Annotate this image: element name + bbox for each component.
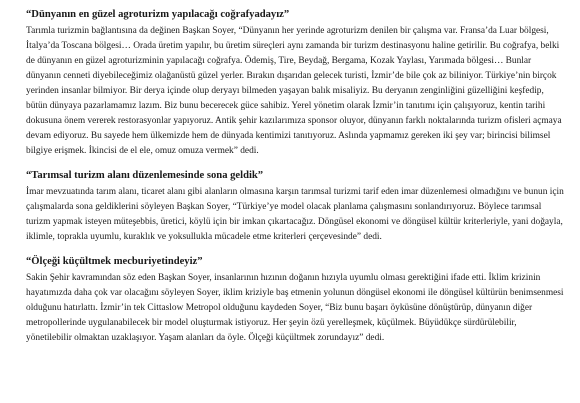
section-heading: “Tarımsal turizm alanı düzenlemesinde sona geldik” [26, 170, 264, 181]
section-body: İmar mevzuatında tarım alanı, ticaret alanı gibi alanların olmasına karşın tarımsal turizmi tarif eden imar düzenlemesi olmadığını ve bunun için çalışmalarda sona geldiklerini söyleyen Başkan Soyer, “Türkiye’ye model olacak planlama çalışmasını sonlandırıyoruz. Böylece tarımsal turizm yapmak isteyen müteşebbis, üretici, köylü için bir imkan çıkartacağız. Döngüsel ekonomi ve döngüsel kültür kriterleriyle, yani doğayla, iklimle, toprakla uyumlu, kuraklık ve yoksullukla mücadele etme kriterleri çerçevesinde” dedi. [26, 187, 564, 242]
article-section-agrotourism [26, 8, 564, 159]
section-body: Tarımla turizmin bağlantısına da değinen Başkan Soyer, “Dünyanın her yerinde agroturizm denilen bir çalışma var. Fransa’da Luar bölgesi, İtalya’da Toscana bölgesi… Orada üretim yapılır, bu üretim süreçleri aynı zamanda bir turizm destinasyonu haline getirilir. Bu coğrafya, belki de dünyanın en güzel agroturizminin yapılacağı coğrafya. Ödemiş, Tire, Beydağ, Bergama, Kozak Yaylası, Yarımada bölgesi… Bunlar dünyanın cenneti diyebileceğimiz olağanüstü güzel yerler. Bırakın dışarıdan gelecek turisti, İzmir’de bile çok az biliniyor. Türkiye’nin birçok yerinden insanlar bilmiyor. Bir derya içinde olup deryayı bilmeden yaşayan balık misaliyiz. Bu deryanın zenginliğini güzelliğini keşfedip, bütün dünyaya pazarlamamız lazım. Biz bunu becerecek güce sahibiz. Yerel yönetim olarak İzmir’in tanıtımı için çalışıyoruz, kentin tarihi dokusuna önem vererek restorasyonlar yapıyoruz. Antik şehir kazılarımıza sponsor oluyor, dünyanın farklı noktalarında turizm ofisleri açmaya devam ediyoruz. Bu sayede hem ülkemizde hem de dünyada kentimizi tanıtıyoruz. Aslında yapmamız gereken iki şey var; birincisi bilimsel bilgiye erişmek. İkincisi de el ele, omuz omuza vermek” dedi. [26, 26, 562, 156]
section-heading: “Ölçeği küçültmek mecburiyetindeyiz” [26, 256, 203, 267]
section-body: Sakin Şehir kavramından söz eden Başkan Soyer, insanlarının hızının doğanın hızıyla uyumlu olması gerektiğini ifade etti. İklim krizinin hayatımızda daha çok var olacağını söyleyen Soyer, iklim kriziyle baş etmenin yolunun döngüsel ekonomi ile döngüsel kültürün benimsenmesi olduğunu hatırlattı. İzmir’in tek Cittaslow Metropol olduğunu kaydeden Soyer, “Biz bunu başarı öyküsüne dönüştürüp, dünyanın diğer metropollerinde uygulanabilecek bir model oluşturmak istiyoruz. Her şeyin özü yerelleşmek, küçülmek. Büyüdükçe sürdürülebilir, yönetilebilir olmaktan uzaklaşıyor. Yaşam alanları da öyle. Ölçeği küçültmek zorundayız” dedi. [26, 273, 564, 343]
section-heading: “Dünyanın en güzel agroturizm yapılacağı coğrafyadayız” [26, 9, 290, 20]
article-section-downscaling [26, 255, 564, 346]
article-section-agri-tourism-zoning [26, 169, 564, 245]
